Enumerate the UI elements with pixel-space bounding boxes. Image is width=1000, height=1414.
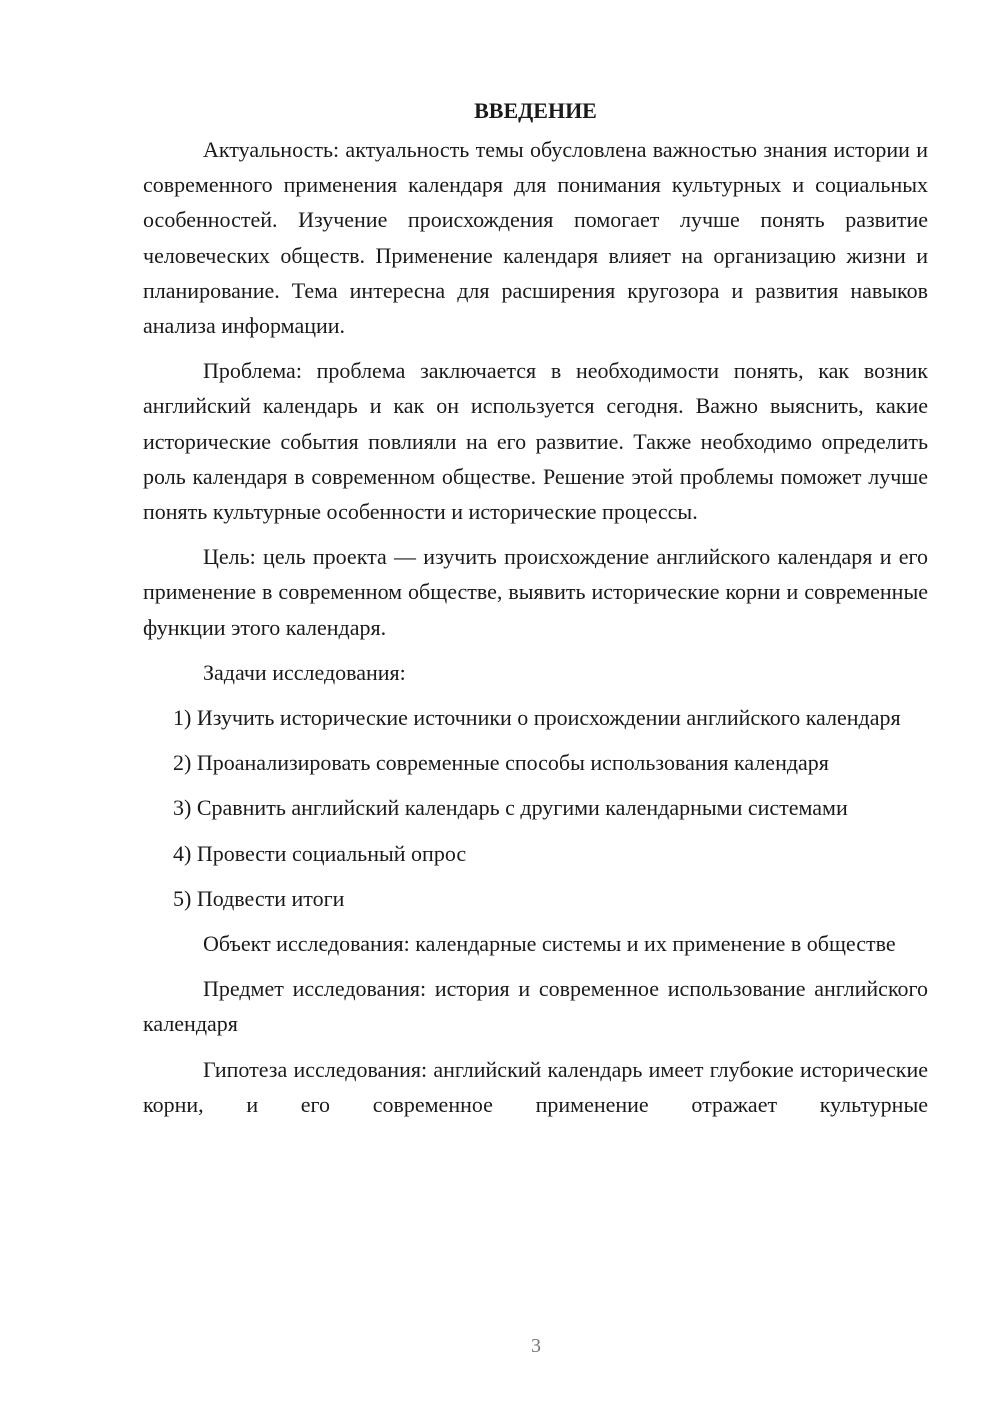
paragraph-problem: Проблема: проблема заключается в необходимости понять, как возник английский календарь и как он используется сегодня. Важно выяснить, какие исторические события повлияли на его развитие. Также необходимо определить роль календаря в современном обществе. Решение этой проблемы поможет лучше понять культурные особенности и исторические процессы.	[143, 358, 928, 525]
task-item: 2) Проанализировать современные способы использования календаря	[173, 750, 829, 776]
paragraph-hypothesis: Гипотеза исследования: английский календарь имеет глубокие исторические корни, и его современное применение отражает культурные	[143, 1056, 928, 1117]
section-title: ВВЕДЕНИЕ	[474, 98, 597, 123]
page-content	[143, 94, 928, 1122]
paragraph-object: Объект исследования: календарные системы и их применение в обществе	[203, 931, 896, 957]
paragraph-subject: Предмет исследования: история и современное использование английского календаря	[143, 976, 928, 1037]
task-item: 5) Подвести итоги	[173, 885, 345, 911]
page-number: 3	[531, 1335, 541, 1357]
task-item: 3) Сравнить английский календарь с другими календарными системами	[173, 795, 848, 821]
paragraph-relevance: Актуальность: актуальность темы обусловлена важностью знания истории и современного применения календаря для понимания культурных и социальных особенностей. Изучение происхождения помогает лучше понять развитие человеческих обществ. Применение календаря влияет на организацию жизни и планирование. Тема интересна для расширения кругозора и развития навыков анализа информации.	[143, 137, 928, 339]
tasks-heading: Задачи исследования:	[203, 659, 406, 685]
task-item: 1) Изучить исторические источники о происхождении английского календаря	[173, 705, 901, 731]
task-item: 4) Провести социальный опрос	[173, 840, 467, 866]
paragraph-goal: Цель: цель проекта — изучить происхождение английского календаря и его применение в современном обществе, выявить исторические корни и современные функции этого календаря.	[143, 544, 928, 640]
